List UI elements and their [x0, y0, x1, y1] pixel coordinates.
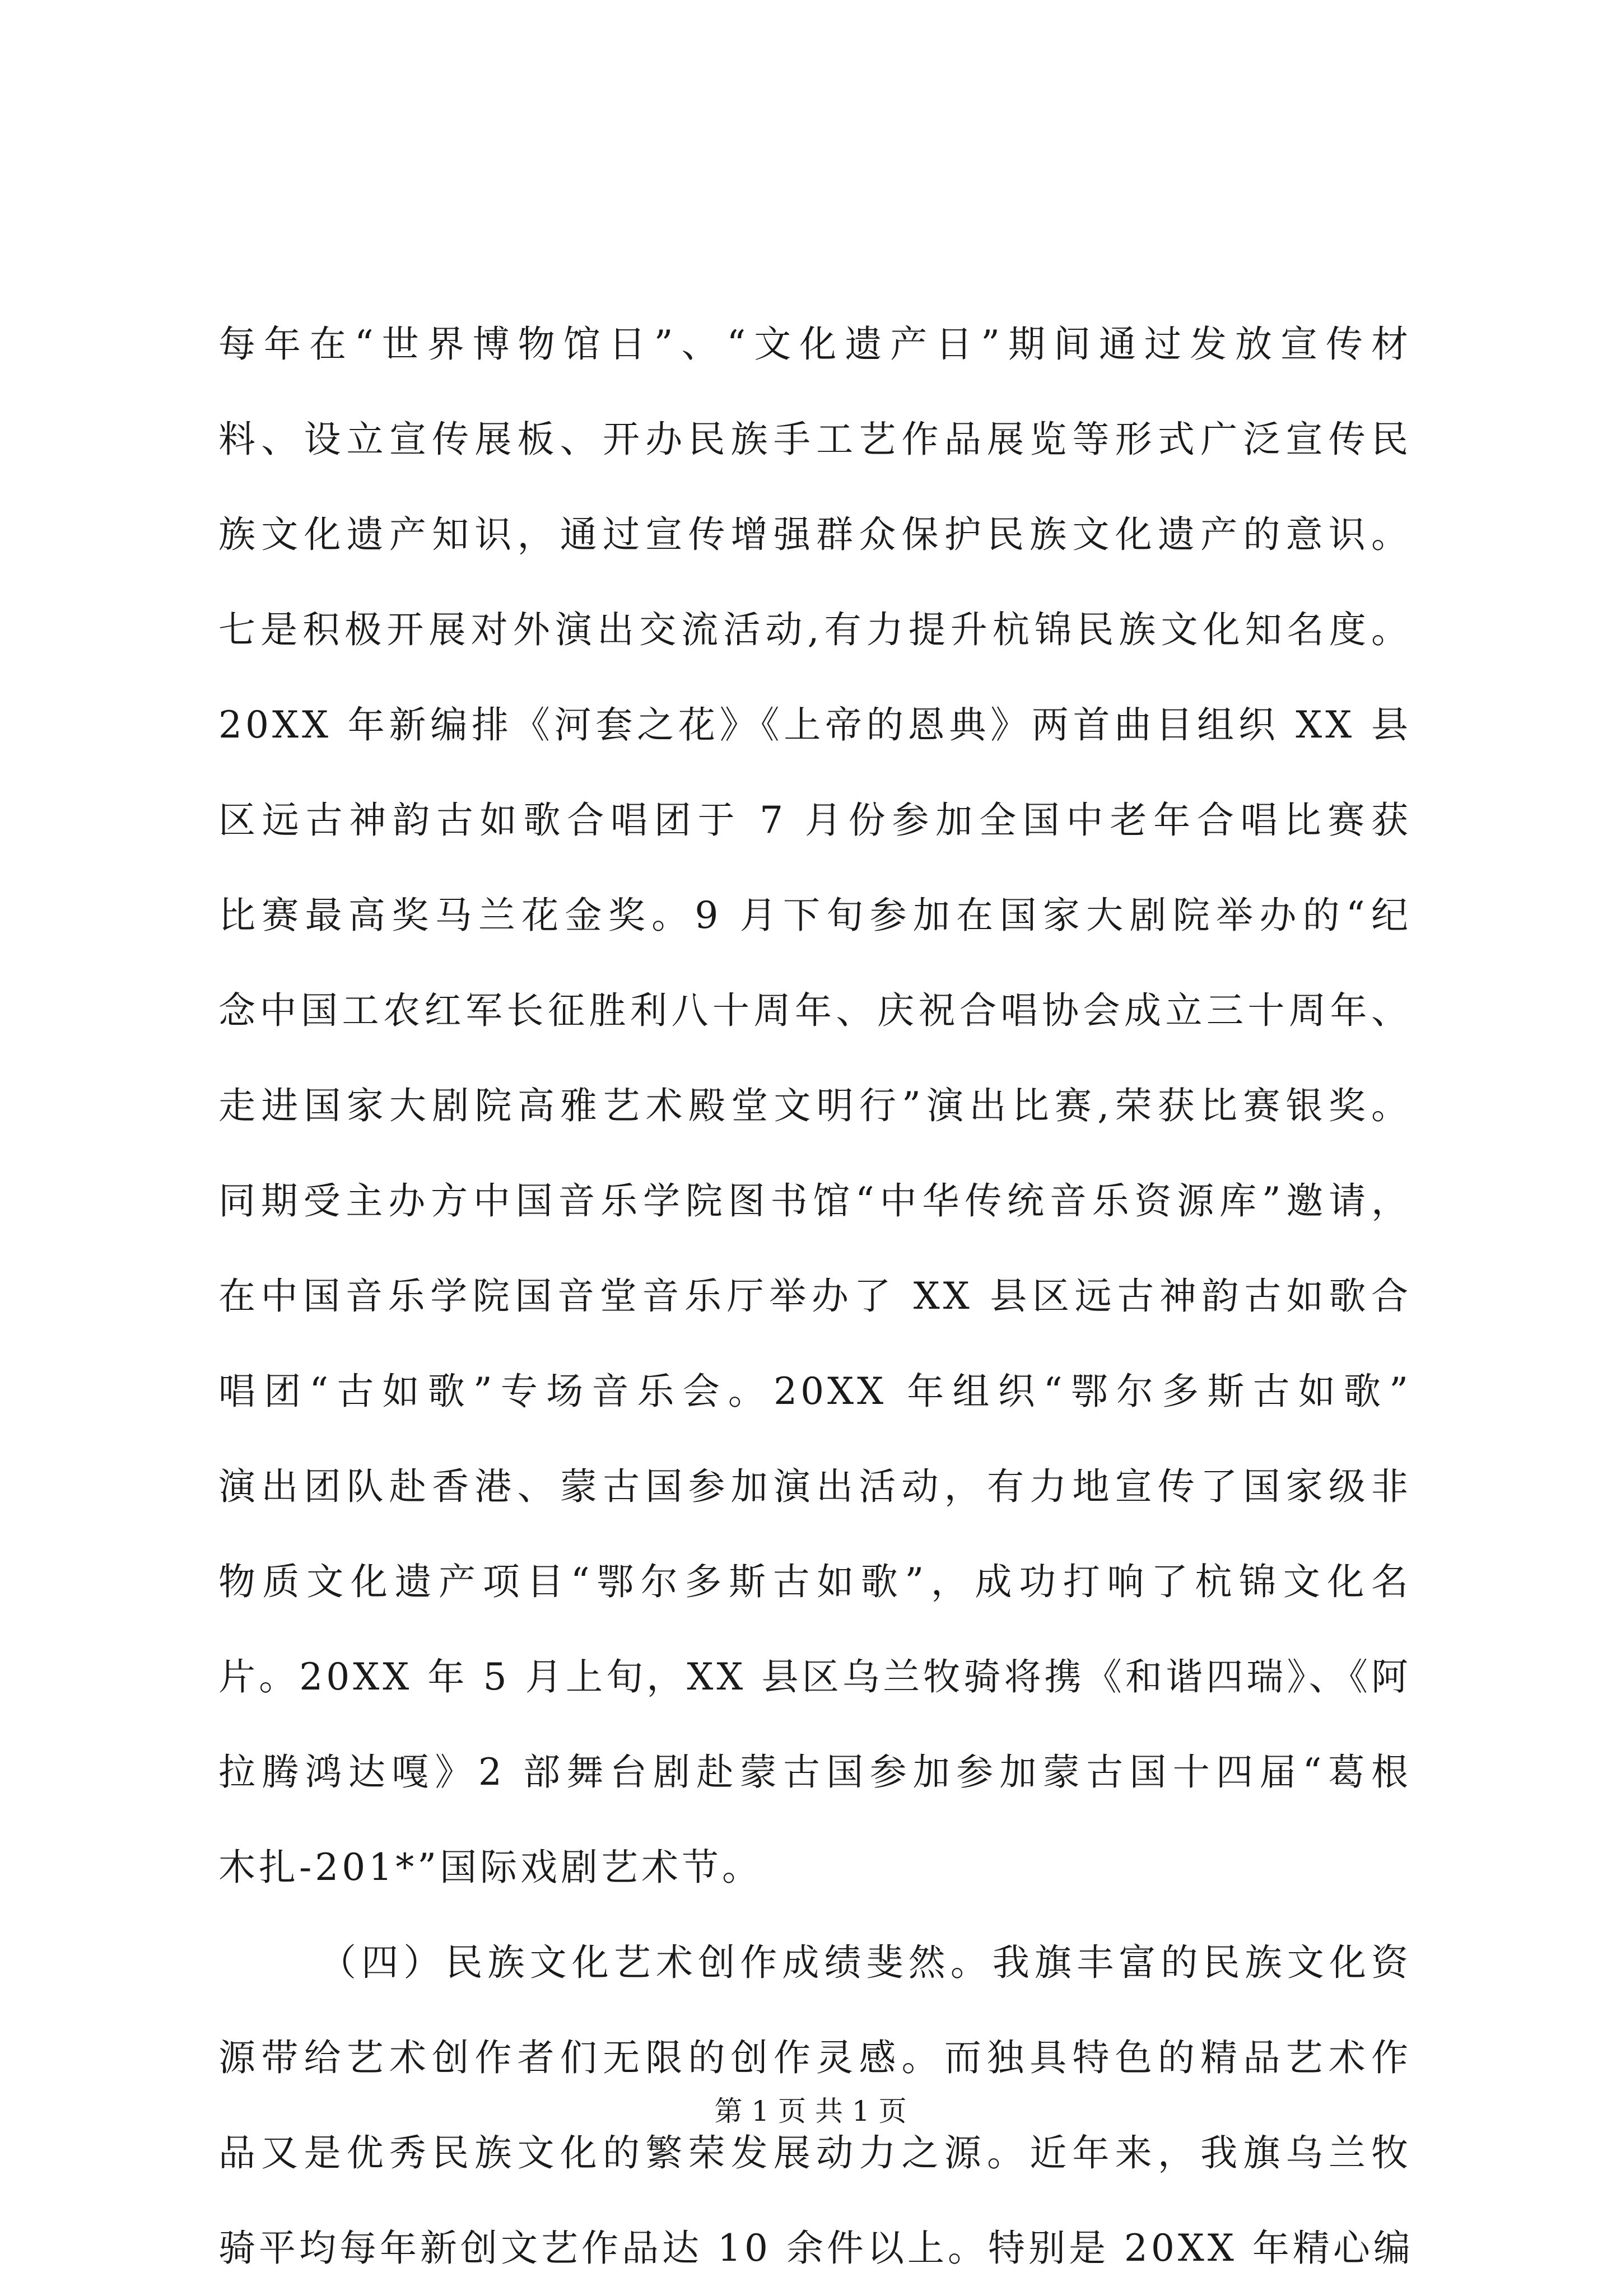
text-line-paragraph-end: 木扎-201*”国际戏剧艺术节。 — [218, 1846, 763, 1889]
text-line: 每年在“世界博物馆日”、“文化遗产日”期间通过发放宣传材 — [218, 323, 1412, 366]
text-line: 片。20XX 年 5 月上旬，XX 县区乌兰牧骑将携《和谐四瑞》、《阿 — [218, 1655, 1412, 1698]
document-body — [218, 297, 1412, 2296]
text-line: 拉腾鸿达嘎》2 部舞台剧赴蒙古国参加参加蒙古国十四届“葛根 — [218, 1751, 1412, 1794]
text-line: 区远古神韵古如歌合唱团于 7 月份参加全国中老年合唱比赛获 — [218, 799, 1412, 842]
text-line: 走进国家大剧院高雅艺术殿堂文明行”演出比赛,荣获比赛银奖。 — [218, 1084, 1412, 1127]
text-line: 20XX 年新编排《河套之花》《上帝的恩典》两首曲目组织 XX 县 — [218, 703, 1412, 746]
text-line: 源带给艺术创作者们无限的创作灵感。而独具特色的精品艺术作 — [218, 2036, 1412, 2079]
text-line: 念中国工农红军长征胜利八十周年、庆祝合唱协会成立三十周年、 — [218, 989, 1412, 1032]
text-line: 比赛最高奖马兰花金奖。9 月下旬参加在国家大剧院举办的“纪 — [218, 894, 1412, 937]
text-line-paragraph-start: （四）民族文化艺术创作成绩斐然。我旗丰富的民族文化资 — [319, 1941, 1412, 1984]
text-line: 同期受主办方中国音乐学院图书馆“中华传统音乐资源库”邀请， — [218, 1179, 1412, 1222]
text-line: 料、设立宣传展板、开办民族手工艺作品展览等形式广泛宣传民 — [218, 418, 1412, 461]
text-line: 唱团“古如歌”专场音乐会。20XX 年组织“鄂尔多斯古如歌” — [218, 1370, 1412, 1413]
text-line: 族文化遗产知识，通过宣传增强群众保护民族文化遗产的意识。 — [218, 513, 1412, 556]
text-line: 七是积极开展对外演出交流活动,有力提升杭锦民族文化知名度。 — [218, 608, 1412, 651]
text-line: 品又是优秀民族文化的繁荣发展动力之源。近年来，我旗乌兰牧 — [218, 2131, 1412, 2174]
text-line: 骑平均每年新创文艺作品达 10 余件以上。特别是 20XX 年精心编 — [218, 2227, 1414, 2270]
page-footer: 第 1 页 共 1 页 — [714, 2095, 907, 2127]
text-line: 物质文化遗产项目“鄂尔多斯古如歌”，成功打响了杭锦文化名 — [218, 1560, 1412, 1603]
text-line: 在中国音乐学院国音堂音乐厅举办了 XX 县区远古神韵古如歌合 — [218, 1275, 1412, 1318]
text-line: 演出团队赴香港、蒙古国参加演出活动，有力地宣传了国家级非 — [218, 1465, 1412, 1508]
